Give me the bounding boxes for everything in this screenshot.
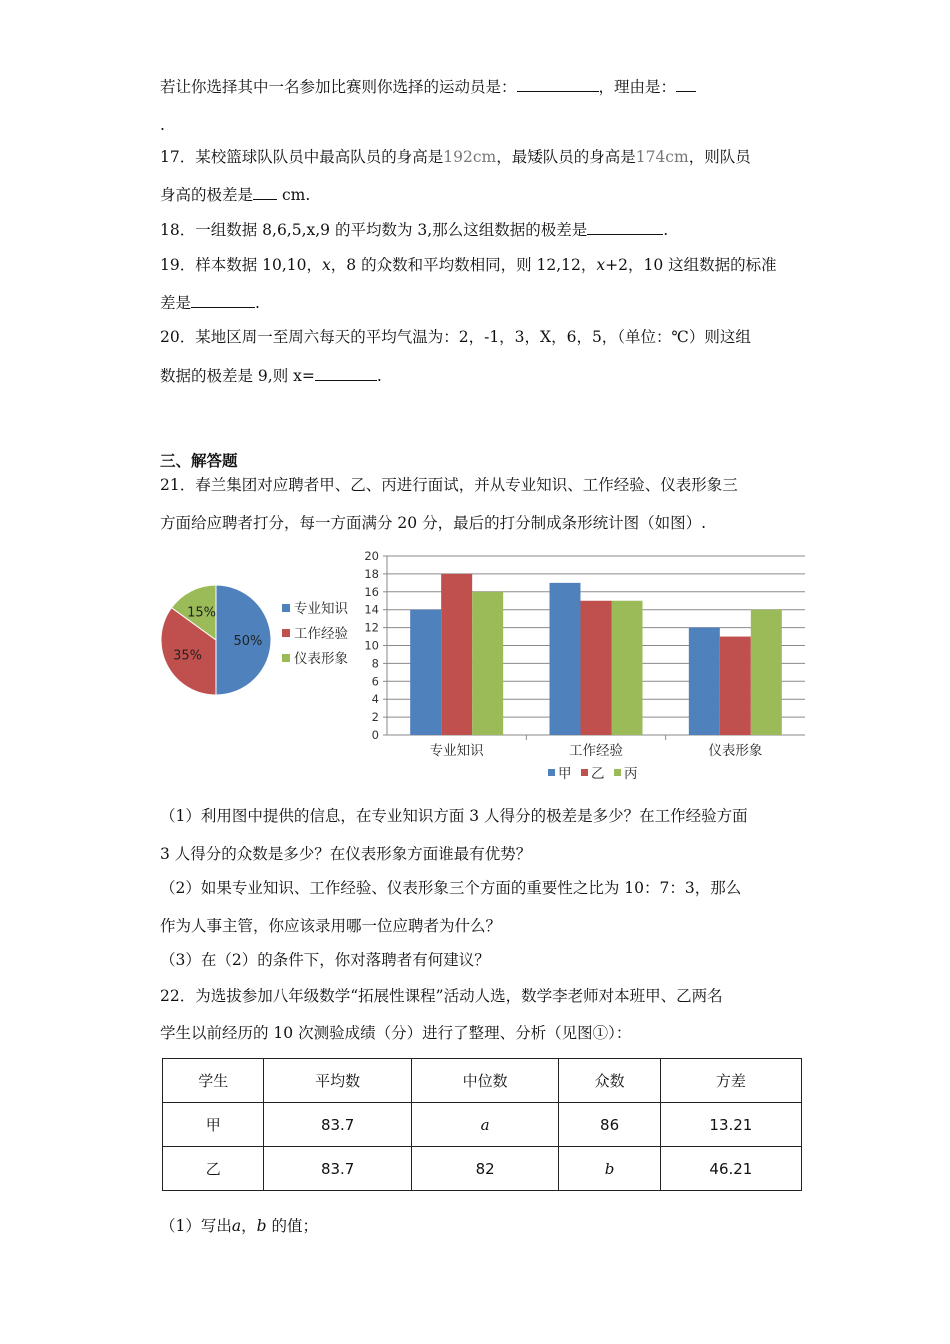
q22-sub1: （1）写出a，b 的值； (160, 1217, 319, 1235)
bar-legend-swatch (614, 769, 621, 776)
table-cell: 甲 (163, 1103, 264, 1147)
q20-line1: 20．某地区周一至周六每天的平均气温为：2，-1，3，X，6，5，（单位：℃）则这组 (160, 328, 751, 346)
pie-legend-swatch (282, 654, 290, 662)
y-tick-label: 4 (371, 692, 379, 707)
q20-line2: 数据的极差是 9,则 x= . (160, 367, 382, 385)
bar-legend-label: 甲 (558, 766, 572, 782)
table-header: 中位数 (411, 1059, 558, 1103)
table-cell: 86 (559, 1103, 660, 1147)
y-tick-label: 12 (364, 620, 379, 635)
answer-blank (253, 185, 277, 200)
q18-line: 18．一组数据 8,6,5,x,9 的平均数为 3,那么这组数据的极差是 . (160, 221, 669, 239)
bar-legend-swatch (581, 769, 588, 776)
q16-tail-dot: . (160, 116, 165, 134)
y-tick-label: 14 (364, 602, 379, 617)
table-cell: 82 (411, 1147, 558, 1191)
q17-line2: 身高的极差是 cm. (160, 186, 311, 204)
pie-legend-label: 专业知识 (294, 601, 348, 617)
x-tick-label: 专业知识 (429, 743, 484, 759)
table-row (163, 1147, 802, 1191)
q22-line2: 学生以前经历的 10 次测验成绩（分）进行了整理、分析（见图①）： (160, 1024, 632, 1042)
y-tick-label: 8 (371, 656, 379, 671)
q19-line2: 差是 . (160, 294, 260, 312)
q21-sub3: （3）在（2）的条件下，你对落聘者有何建议？ (160, 951, 490, 969)
table-header: 众数 (559, 1059, 660, 1103)
table-cell: 13.21 (660, 1103, 801, 1147)
score-table (162, 1058, 802, 1191)
bar-legend-swatch (548, 769, 555, 776)
bar (612, 601, 643, 735)
pie-slice-label: 50% (233, 634, 263, 649)
y-tick-label: 0 (371, 728, 379, 742)
q21-sub2-line2: 作为人事主管，你应该录用哪一位应聘者为什么？ (160, 917, 502, 935)
bar-legend-label: 乙 (591, 766, 605, 782)
q21-line1: 21．春兰集团对应聘者甲、乙、丙进行面试，并从专业知识、工作经验、仪表形象三 (160, 476, 738, 494)
x-tick-label: 工作经验 (569, 743, 623, 759)
pie-legend-swatch (282, 604, 290, 612)
pie-legend-swatch (282, 629, 290, 637)
y-tick-label: 2 (371, 710, 379, 725)
answer-blank (315, 366, 377, 381)
bar (751, 610, 782, 735)
answer-blank (191, 293, 255, 308)
answer-blank (517, 77, 599, 92)
table-row (163, 1103, 802, 1147)
bar-legend-label: 丙 (624, 766, 638, 782)
q21-sub1-line1: （1）利用图中提供的信息，在专业知识方面 3 人得分的极差是多少？在工作经验方面 (160, 807, 748, 825)
q21-sub1-line2: 3 人得分的众数是多少？在仪表形象方面谁最有优势？ (160, 845, 532, 863)
y-tick-label: 18 (364, 566, 379, 581)
y-tick-label: 6 (371, 674, 379, 689)
bar (410, 610, 441, 735)
table-header-row (163, 1059, 802, 1103)
pie-slice-label: 35% (173, 648, 203, 664)
table-cell: 46.21 (660, 1147, 801, 1191)
bar (550, 583, 581, 735)
answer-blank (587, 220, 663, 235)
section-title: 三、解答题 (160, 452, 238, 470)
bar (720, 637, 751, 735)
q17-line1: 17．某校篮球队队员中最高队员的身高是192cm，最矮队员的身高是174cm，则队员 (160, 148, 751, 166)
bar (441, 574, 472, 735)
table-header: 方差 (660, 1059, 801, 1103)
table-cell: a (411, 1103, 558, 1147)
x-tick-label: 仪表形象 (708, 743, 763, 759)
pie-chart (158, 575, 358, 705)
bar (472, 592, 503, 735)
bar (689, 628, 720, 735)
q21-sub2-line1: （2）如果专业知识、工作经验、仪表形象三个方面的重要性之比为 10：7：3，那么 (160, 879, 742, 897)
y-tick-label: 20 (364, 549, 379, 563)
table-cell: 乙 (163, 1147, 264, 1191)
table-cell: 83.7 (264, 1147, 411, 1191)
q16-tail-line: 若让你选择其中一名参加比赛则你选择的运动员是： ，理由是： (160, 76, 696, 98)
bar-chart (355, 548, 815, 788)
q21-line2: 方面给应聘者打分，每一方面满分 20 分，最后的打分制成条形统计图（如图）. (160, 514, 707, 532)
table-header: 学生 (163, 1059, 264, 1103)
bar (581, 601, 612, 735)
pie-slice-label: 15% (187, 605, 216, 621)
pie-legend-label: 工作经验 (294, 626, 348, 642)
table-cell: 83.7 (264, 1103, 411, 1147)
table-header: 平均数 (264, 1059, 411, 1103)
y-tick-label: 10 (364, 638, 379, 653)
pie-legend-label: 仪表形象 (294, 651, 348, 667)
q19-line1: 19．样本数据 10,10，x，8 的众数和平均数相同，则 12,12，x+2，10 这组数据的标准 (160, 256, 777, 274)
table-cell: b (559, 1147, 660, 1191)
y-tick-label: 16 (364, 584, 379, 599)
answer-blank (676, 77, 696, 92)
q22-line1: 22．为选拔参加八年级数学“拓展性课程”活动人选，数学李老师对本班甲、乙两名 (160, 987, 723, 1005)
